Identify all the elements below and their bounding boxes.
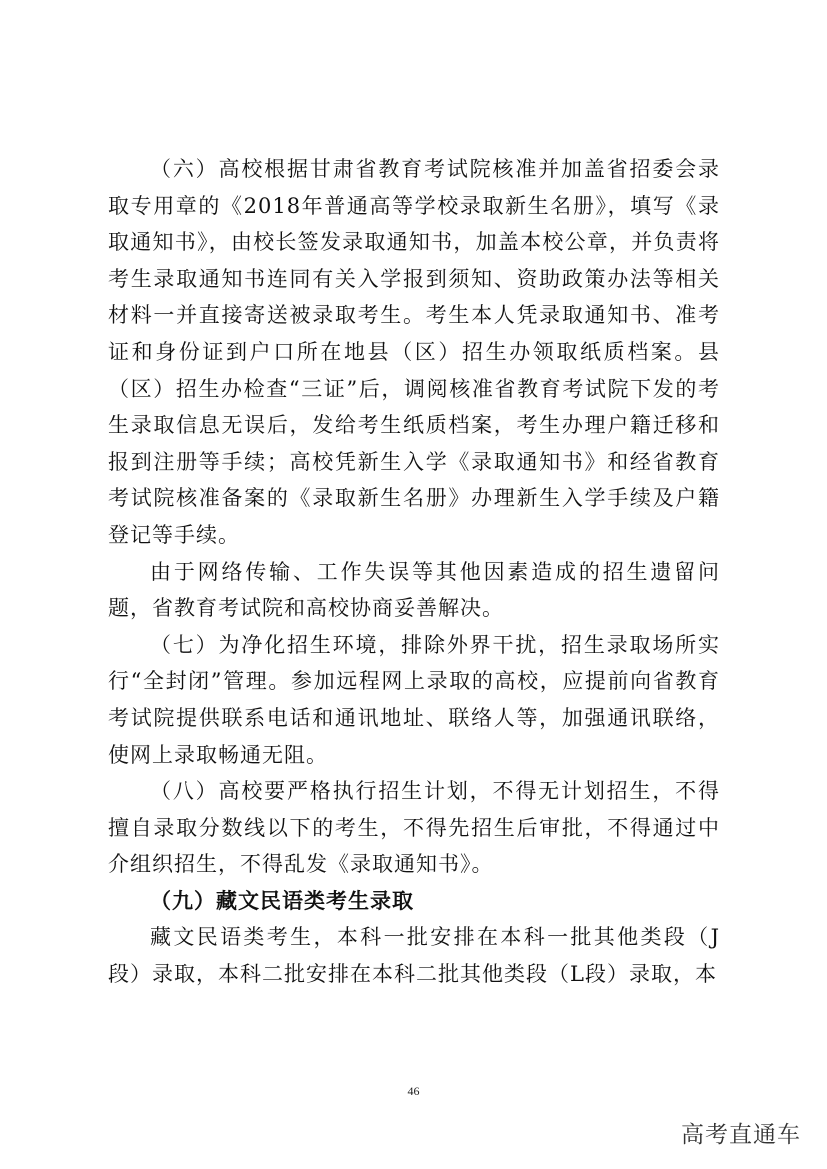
paragraph-item-seven: （七）为净化招生环境，排除外界干扰，招生录取场所实行“全封闭”管理。参加远程网上录取的高校，应提前向省教育考试院提供联系电话和通讯地址、联络人等，加强通讯联络，使网上录取畅通无阻。 — [108, 632, 720, 767]
paragraph-leftover-issues: 由于网络传输、工作失误等其他因素造成的招生遗留问题，省教育考试院和高校协商妥善解决。 — [108, 559, 720, 621]
section-heading-item-nine: （九）藏文民语类考生录取 — [150, 887, 414, 913]
paragraph-item-eight: （八）高校要严格执行招生计划，不得无计划招生，不得擅自录取分数线以下的考生，不得先招生后审批，不得通过中介组织招生，不得乱发《录取通知书》。 — [108, 779, 720, 877]
paragraph-item-six: （六）高校根据甘肃省教育考试院核准并加盖省招委会录取专用章的《2018年普通高等学校录取新生名册》，填写《录取通知书》，由校长签发录取通知书，加盖本校公章，并负责将考生录取通知书连同有关入学报到须知、资助政策办法等相关材料一并直接寄送被录取考生。考生本人凭录取通知书、准考证和身份证到户口所在地县（区）招生办领取纸质档案。县（区）招生办检查“三证”后，调阅核准省教育考试院下发的考生录取信息无误后，发给考生纸质档案，考生办理户籍迁移和报到注册等手续；高校凭新生入学《录取通知书》和经省教育考试院核准备案的《录取新生名册》办理新生入学手续及户籍登记等手续。 — [108, 157, 720, 547]
watermark-text: 高考直通车 — [681, 1122, 801, 1148]
page-number: 46 — [407, 1084, 420, 1098]
paragraph-tibetan-admission: 藏文民语类考生，本科一批安排在本科一批其他类段（J段）录取，本科二批安排在本科二批其他类段（L段）录取，本 — [108, 925, 720, 987]
body-text — [108, 151, 720, 993]
